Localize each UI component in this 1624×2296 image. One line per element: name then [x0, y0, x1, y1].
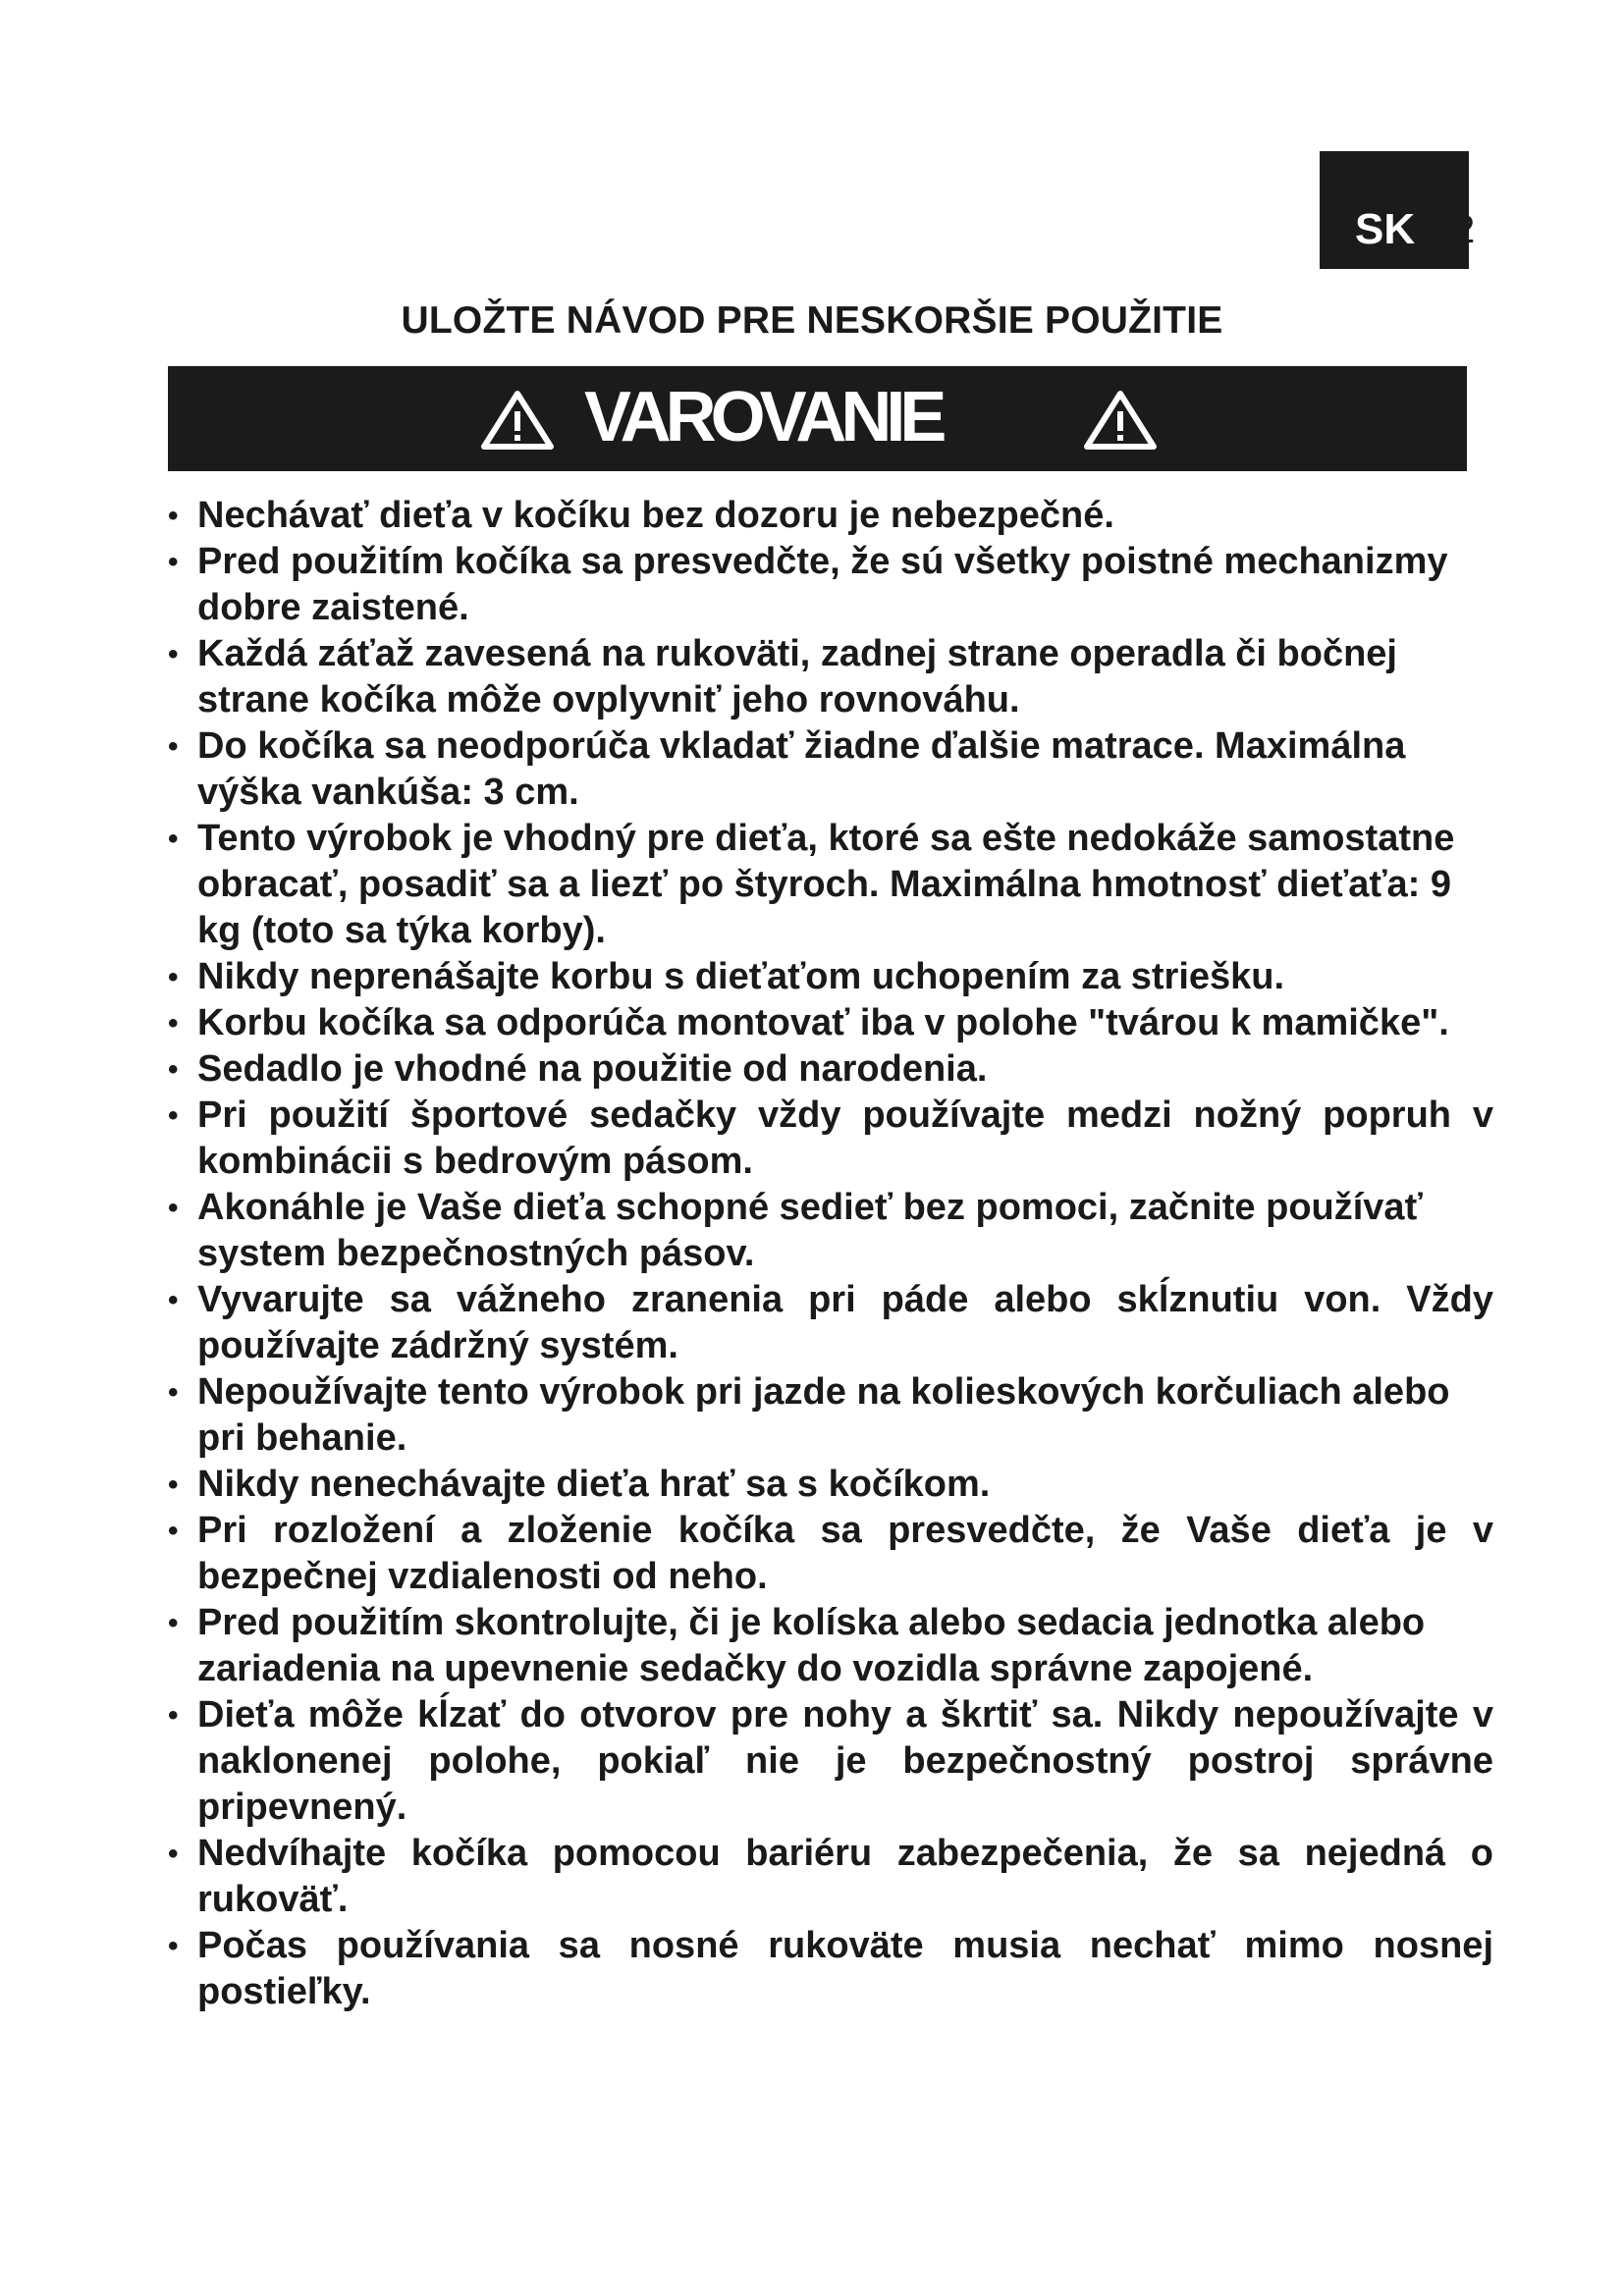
bullet-icon: •	[168, 961, 179, 993]
bullet-icon: •	[168, 1099, 179, 1132]
list-item: • Každá záťaž zavesená na rukoväti, zadnej strane operadla či bočnej strane kočíka môže ovplyvniť jeho rovnováhu.	[168, 633, 1397, 721]
list-item: • Pred použitím skontrolujte, či je kolíska alebo sedacia jednotka alebo zariadenia na upevnenie sedačky do vozidla správne zapojené.	[168, 1602, 1426, 1689]
list-item: • Nikdy neprenášajte korbu s dieťaťom uchopením za striešku.	[168, 954, 1493, 1000]
list-item: • Tento výrobok je vhodný pre dieťa, ktoré sa ešte nedokáže samostatne obracať, posadiť sa a liezť po štyroch. Maximálna hmotnosť dieťaťa: 9 kg (toto sa týka korby).	[168, 818, 1455, 951]
bullet-icon: •	[168, 1515, 179, 1547]
bullet-icon: •	[168, 500, 179, 532]
bullet-icon: •	[168, 1699, 179, 1732]
list-item: • Pred použitím kočíka sa presvedčte, že sú všetky poistné mechanizmy dobre zaistené.	[168, 541, 1448, 628]
bullet-icon: •	[168, 823, 179, 855]
bullet-icon: •	[168, 1007, 179, 1040]
language-tab	[1320, 151, 1469, 269]
bullet-icon: •	[168, 1607, 179, 1639]
list-item: • Korbu kočíka sa odporúča montovať iba v polohe "tvárou k mamičke".	[168, 1000, 1493, 1046]
list-item: • Pri rozložení a zloženie kočíka sa presvedčte, že Vaše dieťa je v bezpečnej vzdialenosti od neho.	[168, 1510, 1493, 1597]
bullet-icon: •	[168, 1838, 179, 1870]
bullet-icon: •	[168, 1468, 179, 1501]
warning-list	[168, 493, 1493, 2015]
warning-triangle-icon	[1083, 390, 1158, 451]
list-item: • Nedvíhajte kočíka pomocou bariéru zabezpečenia, že sa nejedná o rukoväť.	[168, 1833, 1493, 1920]
bullet-icon: •	[168, 1053, 179, 1086]
list-item: • Dieťa môže kĺzať do otvorov pre nohy a škrtiť sa. Nikdy nepoužívajte v naklonenej polohe, pokiaľ nie je bezpečnostný postroj správne pripevnený.	[168, 1694, 1493, 1828]
list-item: • Nepoužívajte tento výrobok pri jazde na kolieskových korčuliach alebo pri behanie.	[168, 1371, 1450, 1459]
warning-title: VAROVANIE	[584, 378, 942, 456]
list-item: • Nikdy nenechávajte dieťa hrať sa s kočíkom.	[168, 1462, 1493, 1508]
language-code: SK	[1355, 205, 1416, 253]
list-item: • Akonáhle je Vaše dieťa schopné sedieť bez pomoci, začnite používať system bezpečnostných pásov.	[168, 1187, 1423, 1274]
warning-banner	[168, 366, 1467, 471]
list-item: • Pri použití športové sedačky vždy používajte medzi nožný popruh v kombinácii s bedrovým pásom.	[168, 1095, 1493, 1182]
bullet-icon: •	[168, 1192, 179, 1224]
bullet-icon: •	[168, 1376, 179, 1409]
warning-triangle-icon	[480, 390, 555, 451]
bullet-icon: •	[168, 1284, 179, 1316]
bullet-icon: •	[168, 546, 179, 578]
document-heading: ULOŽTE NÁVOD PRE NESKORŠIE POUŽITIE	[401, 299, 1223, 342]
list-item: • Počas používania sa nosné rukoväte musia nechať mimo nosnej postieľky.	[168, 1925, 1493, 2012]
list-item: • Vyvarujte sa vážneho zranenia pri páde alebo skĺznutiu von. Vždy používajte zádržný systém.	[168, 1279, 1493, 1366]
list-item: • Nechávať dieťa v kočíku bez dozoru je nebezpečné.	[168, 493, 1493, 539]
bullet-icon: •	[168, 730, 179, 763]
list-item: • Sedadlo je vhodné na použitie od narodenia.	[168, 1046, 1493, 1093]
list-item: • Do kočíka sa neodporúča vkladať žiadne ďalšie matrace. Maximálna výška vankúša: 3 cm.	[168, 725, 1406, 813]
page-number: 2	[1453, 208, 1476, 251]
bullet-icon: •	[168, 1930, 179, 1962]
bullet-icon: •	[168, 638, 179, 670]
